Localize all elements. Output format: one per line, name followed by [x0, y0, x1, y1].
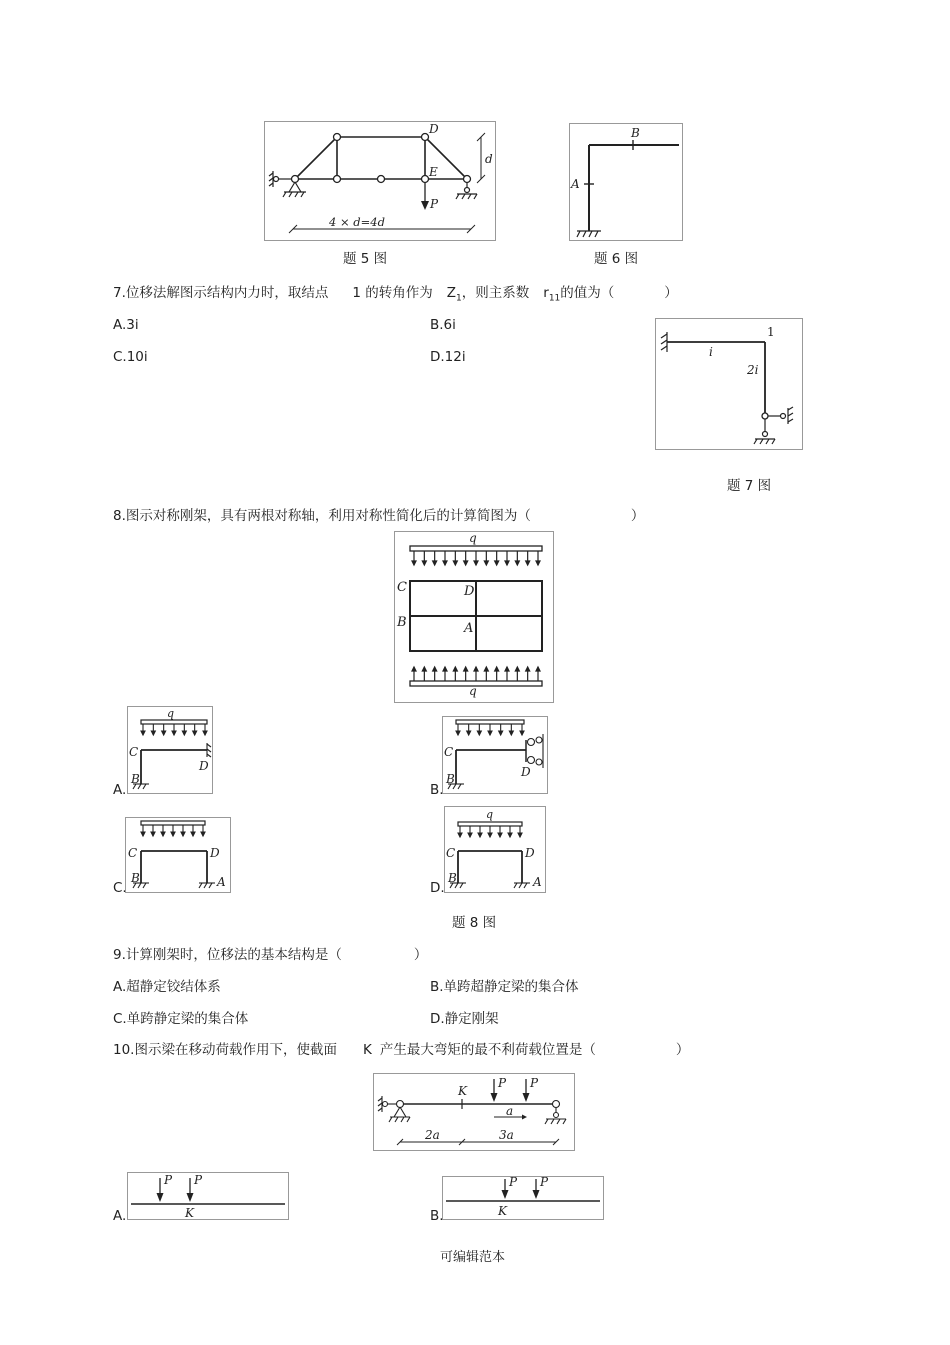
load-arrowhead: [498, 833, 502, 837]
q8c-label-a: A: [217, 875, 226, 889]
load-arrowhead: [191, 832, 195, 836]
fig8-label-q-top: q: [469, 531, 477, 545]
load-arrowhead: [203, 731, 207, 735]
q10-stem-end: ）: [675, 1042, 690, 1058]
q9-option-b[interactable]: B.单跨超静定梁的集合体: [430, 979, 579, 995]
load-arrowhead: [171, 832, 175, 836]
figure-10: [373, 1073, 575, 1151]
fig8-label-b: B: [397, 615, 407, 630]
fig5-label-span: 4 × d=4d: [329, 215, 385, 229]
q8-stem-end: ）: [630, 508, 645, 524]
q7-stem-part-3-sub: 1: [456, 293, 462, 304]
figure-6: [569, 123, 683, 241]
load-arrowhead: [468, 833, 472, 837]
fig7-label-beam: i: [709, 345, 713, 359]
q10-option-b-diagram[interactable]: [442, 1176, 604, 1220]
q8c-label-d: D: [210, 846, 220, 860]
q7-stem-part-5-sub: 11: [548, 293, 561, 304]
q10b-label-p2: P: [540, 1176, 549, 1189]
load-arrowhead: [526, 561, 530, 565]
fig7-caption: 题 7 图: [727, 478, 772, 494]
load-arrowhead: [484, 561, 488, 565]
fig10-label-p1: P: [498, 1076, 507, 1090]
load-arrowhead: [536, 667, 540, 671]
load-arrowhead: [474, 667, 478, 671]
q8-option-d-letter[interactable]: D.: [430, 880, 445, 896]
load-arrowhead: [193, 731, 197, 735]
load-arrowhead: [422, 561, 426, 565]
load-arrowhead: [495, 561, 499, 565]
load-arrowhead: [518, 833, 522, 837]
fig8-label-a: A: [464, 621, 474, 636]
load-arrowhead: [453, 667, 457, 671]
load-arrowhead: [422, 667, 426, 671]
fig8-label-d: D: [464, 584, 475, 599]
load-arrowhead: [201, 832, 205, 836]
load-arrowhead: [488, 833, 492, 837]
fig8-label-c: C: [397, 580, 407, 595]
fig10-label-k: K: [458, 1084, 467, 1098]
figure-7: [655, 318, 803, 450]
q7-stem-part-3: Z: [446, 285, 457, 301]
fig8-caption: 题 8 图: [452, 915, 497, 931]
load-arrowhead: [181, 832, 185, 836]
q7-stem: [113, 285, 678, 307]
load-arrowhead: [509, 731, 513, 735]
load-arrowhead: [484, 667, 488, 671]
q10-stem-part-3: 产生最大弯矩的最不利荷载位置是（: [379, 1042, 596, 1058]
q9-stem: [113, 947, 427, 963]
q8d-label-b: B: [448, 871, 457, 885]
q8d-label-c: C: [446, 846, 456, 860]
load-arrowhead: [151, 731, 155, 735]
q7-option-a[interactable]: A.3i: [113, 317, 139, 333]
load-arrowhead: [412, 667, 416, 671]
load-arrowhead: [458, 833, 462, 837]
fig7-label-node: 1: [767, 325, 775, 339]
load-arrowhead: [536, 561, 540, 565]
q7-stem-part-5: r: [543, 285, 549, 301]
load-arrowhead: [488, 731, 492, 735]
load-arrowhead: [520, 731, 524, 735]
fig6-label-a: A: [571, 177, 580, 191]
fig5-label-p: P: [430, 197, 439, 211]
q10-stem-part-2: K: [362, 1042, 372, 1058]
load-arrowhead: [151, 832, 155, 836]
fig7-label-column: 2i: [747, 363, 759, 377]
load-arrowhead: [495, 667, 499, 671]
load-arrowhead: [474, 561, 478, 565]
fig10-label-p2: P: [530, 1076, 539, 1090]
q8c-label-b: B: [131, 871, 140, 885]
load-arrowhead: [478, 833, 482, 837]
q8b-label-d: D: [521, 765, 531, 779]
q9-option-c[interactable]: C.单跨静定梁的集合体: [113, 1011, 249, 1027]
q8a-label-c: C: [129, 745, 139, 759]
load-arrowhead: [515, 667, 519, 671]
fig5-caption: 题 5 图: [343, 251, 388, 267]
load-arrowhead: [161, 832, 165, 836]
fig6-label-b: B: [631, 126, 640, 140]
q9-option-a[interactable]: A.超静定铰结体系: [113, 979, 221, 995]
q10-option-b-letter[interactable]: B.: [430, 1208, 444, 1224]
load-arrowhead: [499, 731, 503, 735]
fig8-label-q-bottom: q: [469, 684, 477, 698]
load-arrowhead: [453, 561, 457, 565]
fig10-label-3a: 3a: [499, 1128, 514, 1142]
q8b-label-c: C: [444, 745, 454, 759]
q8-option-b-diagram[interactable]: [442, 716, 548, 794]
load-arrowhead: [172, 731, 176, 735]
load-arrowhead: [141, 832, 145, 836]
q9-stem-text: 9.计算刚架时，位移法的基本结构是（: [113, 947, 342, 963]
load-arrowhead: [412, 561, 416, 565]
q7-stem-part-4: ，则主系数: [461, 285, 530, 301]
q8c-label-c: C: [128, 846, 138, 860]
q7-option-d[interactable]: D.12i: [430, 349, 466, 365]
figure-5: [264, 121, 496, 241]
q8-option-c-diagram[interactable]: [125, 817, 231, 893]
load-arrowhead: [443, 561, 447, 565]
q10-stem: [113, 1042, 689, 1058]
load-arrowhead: [464, 561, 468, 565]
fig10-label-2a: 2a: [425, 1128, 440, 1142]
q10-option-a-diagram[interactable]: [127, 1172, 289, 1220]
q9-option-d[interactable]: D.静定刚架: [430, 1011, 499, 1027]
fig6-caption: 题 6 图: [594, 251, 639, 267]
load-arrowhead: [467, 731, 471, 735]
fig10-label-a: a: [506, 1104, 514, 1118]
q7-stem-part-2: 1 的转角作为: [352, 285, 433, 301]
q8-stem: [113, 508, 644, 524]
load-arrowhead: [515, 561, 519, 565]
q8a-label-d: D: [199, 759, 209, 773]
load-arrowhead: [477, 731, 481, 735]
q8-option-d-diagram[interactable]: [444, 806, 546, 893]
load-arrowhead: [182, 731, 186, 735]
q8d-label-d: D: [525, 846, 535, 860]
q7-stem-part-1: 7.位移法解图示结构内力时，取结点: [113, 285, 329, 301]
q7-stem-part-6: 的值为（: [560, 285, 615, 301]
load-arrowhead: [433, 667, 437, 671]
q8-option-a-diagram[interactable]: [127, 706, 213, 794]
q10a-label-p2: P: [194, 1173, 203, 1187]
figure-8-main: [394, 531, 554, 703]
fig5-label-d-node: D: [429, 122, 439, 136]
load-arrowhead: [508, 833, 512, 837]
q7-option-b[interactable]: B.6i: [430, 317, 456, 333]
q8a-label-q: q: [167, 707, 175, 720]
q8a-label-b: B: [131, 772, 140, 786]
load-arrowhead: [433, 561, 437, 565]
q8-option-b-letter[interactable]: B.: [430, 782, 444, 798]
q10a-label-p1: P: [164, 1173, 173, 1187]
q7-stem-part-7: ）: [664, 285, 678, 301]
q8b-label-b: B: [446, 772, 455, 786]
load-arrowhead: [456, 731, 460, 735]
q10b-label-p1: P: [509, 1176, 518, 1189]
q8-option-c-letter[interactable]: C.: [113, 880, 127, 896]
q10a-label-k: K: [185, 1206, 194, 1220]
q10-stem-part-1: 10.图示梁在移动荷载作用下，使截面: [113, 1042, 337, 1058]
q7-option-c[interactable]: C.10i: [113, 349, 148, 365]
q8-option-a-letter[interactable]: A.: [113, 782, 127, 798]
fig5-label-height: d: [485, 152, 493, 166]
load-arrowhead: [526, 667, 530, 671]
load-arrowhead: [505, 667, 509, 671]
load-arrowhead: [464, 667, 468, 671]
q8d-label-q: q: [486, 808, 494, 821]
q10-option-a-letter[interactable]: A.: [113, 1208, 127, 1224]
q8d-label-a: A: [533, 875, 542, 889]
load-arrowhead: [141, 731, 145, 735]
q10b-label-k: K: [498, 1204, 507, 1218]
load-arrowhead: [162, 731, 166, 735]
load-arrowhead: [505, 561, 509, 565]
fig5-label-e-node: E: [429, 165, 438, 179]
page-footer: 可编辑范本: [440, 1250, 506, 1265]
q9-stem-end: ）: [413, 947, 428, 963]
load-arrowhead: [443, 667, 447, 671]
q8-stem-text: 8.图示对称刚架，具有两根对称轴，利用对称性简化后的计算简图为（: [113, 508, 531, 524]
